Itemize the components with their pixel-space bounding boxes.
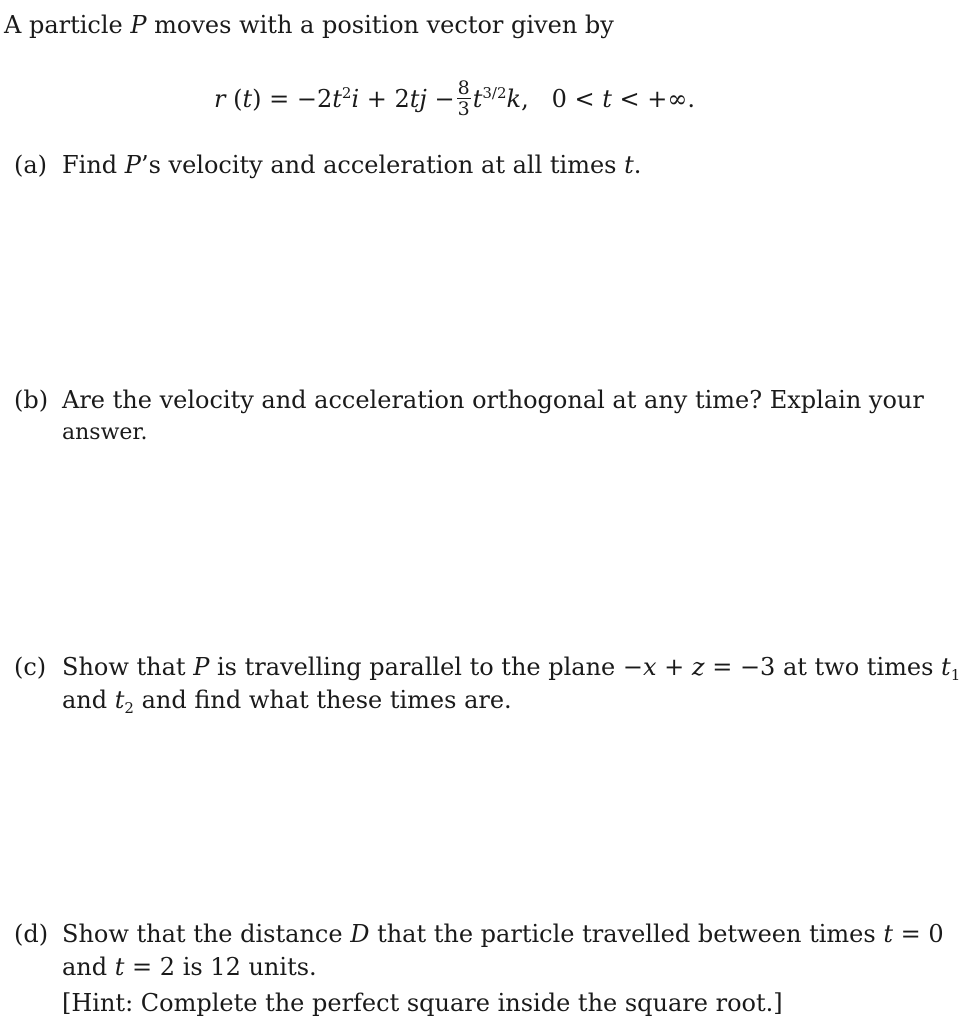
part-c-label: (c)	[14, 653, 47, 681]
part-d-hint: [Hint: Complete the perfect square inside the square root.]	[62, 989, 783, 1017]
part-b-line1: (b) Are the velocity and acceleration orthogonal at any time? Explain your	[14, 386, 924, 414]
part-a: (a) Find P’s velocity and acceleration at all times t.	[14, 151, 642, 179]
part-c-line1: (c) Show that P is travelling parallel to the plane −x + z = −3 at two times $t_1$	[14, 653, 960, 684]
part-d-label: (d)	[14, 920, 49, 948]
part-b-line2: answer.	[62, 420, 148, 445]
fraction: $\frac{8}{3}$	[457, 77, 470, 120]
part-a-label: (a)	[14, 151, 48, 179]
part-d-line1: (d) Show that the distance D that the particle travelled between times t = 0	[14, 920, 944, 948]
intro-text: A particle P moves with a position vector given by	[4, 11, 614, 39]
part-d-line2: and t = 2 is 12 units.	[62, 953, 317, 981]
position-equation: r $(t) = -2t^2i + 2tj$ − $\frac{8}{3}$ $t^{3/2}k$, 0 < t < +∞.	[214, 77, 695, 120]
part-b-label: (b)	[14, 386, 49, 414]
part-c-line2: and $t_2$ and find what these times are.	[62, 686, 512, 717]
